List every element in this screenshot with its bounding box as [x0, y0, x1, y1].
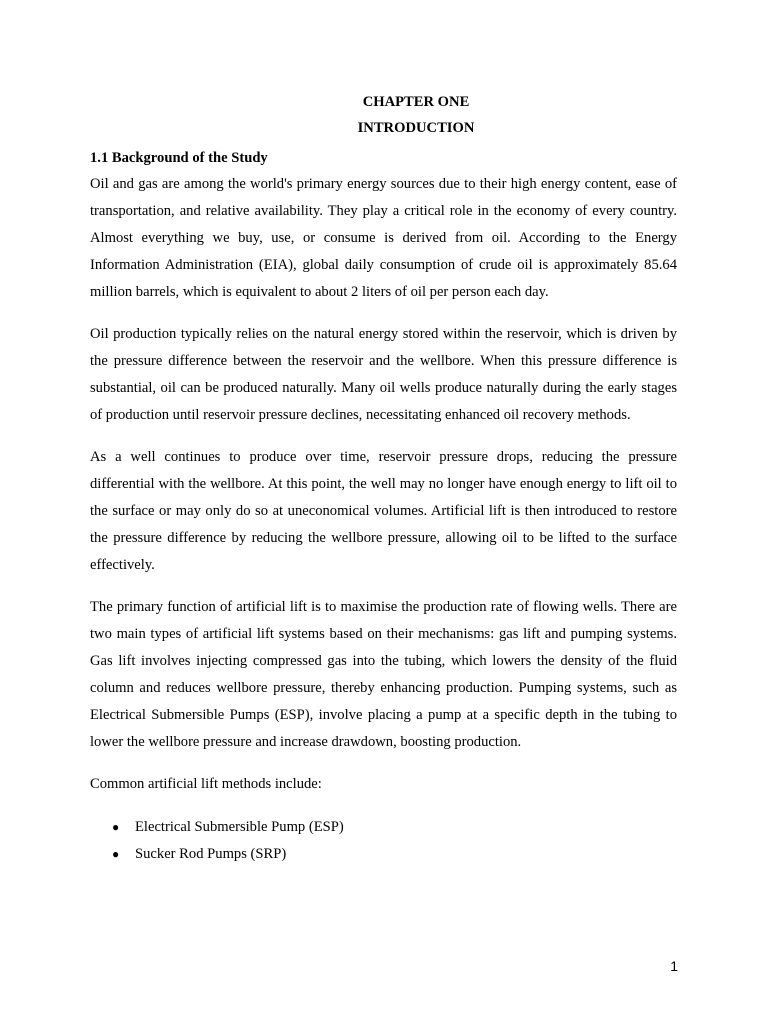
paragraph-3: As a well continues to produce over time, reservoir pressure drops, reducing the pressure differential with the wellbore. At this point, the well may no longer have enough energy to lift oil to the surface or may only do so at uneconomical volumes. Artificial lift is then introduced to restore the pressure difference by reducing the wellbore pressure, allowing oil to be lifted to the surface effectively.	[90, 449, 677, 573]
page-number: 1	[670, 958, 678, 974]
chapter-subtitle: INTRODUCTION	[357, 120, 475, 136]
list-item	[90, 814, 677, 841]
list-item-text: Electrical Submersible Pump (ESP)	[135, 819, 344, 835]
document-body	[90, 91, 677, 868]
paragraph-4: The primary function of artificial lift is to maximise the production rate of flowing wells. There are two main types of artificial lift systems based on their mechanisms: gas lift and pumping systems. Gas lift involves injecting compressed gas into the tubing, which lowers the density of the fluid column and reduces wellbore pressure, thereby enhancing production. Pumping systems, such as Electrical Submersible Pumps (ESP), involve placing a pump at a specific depth in the tubing to lower the wellbore pressure and increase drawdown, boosting production.	[90, 599, 677, 750]
paragraph-1: Oil and gas are among the world's primary energy sources due to their high energy content, ease of transportation, and relative availability. They play a critical role in the economy of every country. Almost everything we buy, use, or consume is derived from oil. According to the Energy Information Administration (EIA), global daily consumption of crude oil is approximately 85.64 million barrels, which is equivalent to about 2 liters of oil per person each day.	[90, 176, 677, 300]
list-item	[90, 841, 677, 868]
list-item-text: Sucker Rod Pumps (SRP)	[135, 846, 287, 862]
list-intro: Common artificial lift methods include:	[90, 776, 322, 792]
artificial-lift-methods-list	[90, 814, 677, 868]
bullet-icon: ●	[112, 820, 120, 834]
section-heading: 1.1 Background of the Study	[90, 150, 268, 166]
bullet-icon: ●	[112, 847, 120, 861]
chapter-title: CHAPTER ONE	[362, 94, 470, 110]
paragraph-2: Oil production typically relies on the natural energy stored within the reservoir, which is driven by the pressure difference between the reservoir and the wellbore. When this pressure difference is substantial, oil can be produced naturally. Many oil wells produce naturally during the early stages of production until reservoir pressure declines, necessitating enhanced oil recovery methods.	[90, 326, 677, 423]
